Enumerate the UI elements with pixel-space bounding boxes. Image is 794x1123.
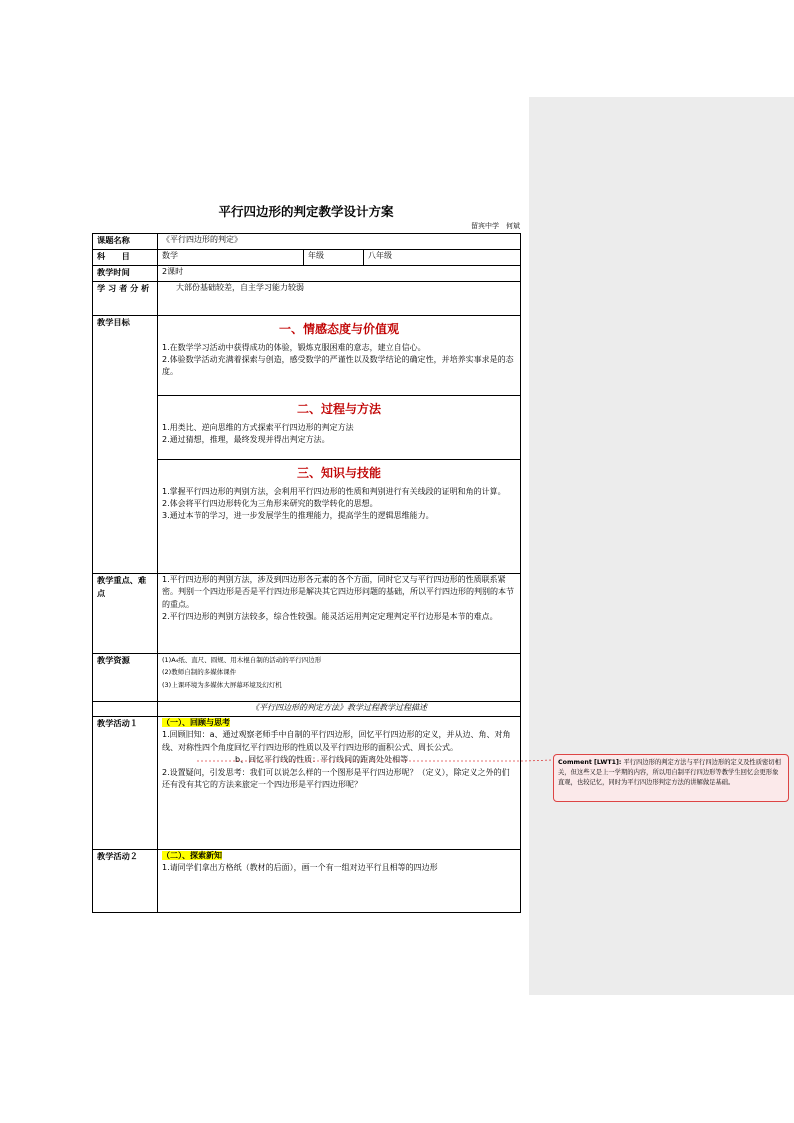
grade-label: 年级: [304, 250, 364, 266]
goals-line: 3.通过本节的学习，进一步发展学生的推理能力，提高学生的逻辑思维能力。: [162, 511, 434, 521]
table-row: [93, 234, 521, 250]
time-label: 教学时间: [93, 266, 158, 282]
goals-section-1: [158, 316, 521, 396]
analysis-value: 大部份基础较差，自主学习能力较弱: [158, 282, 521, 316]
goals-heading-2: 二、过程与方法: [296, 402, 381, 416]
topic-label: 课题名称: [93, 234, 158, 250]
resources-line: (1)A₄纸、直尺、圆规、用木棍自制的活动的平行四边形: [162, 656, 322, 664]
activity2-line: 1.请同学们拿出方格纸（教材的后面），画一个有一组对边平行且相等的四边形: [162, 863, 438, 873]
comment-text: 平行四边形的判定方法与平行四边形的定义及性质密切相关，但这些又是上一学期的内容，所以用自制平行四边形等教学生回忆会更形象直观，也较记忆，同时为平行四边形判定方法的讲解做足基础。: [558, 759, 781, 786]
goals-label: 教学目标: [93, 316, 158, 574]
table-row: [93, 266, 521, 282]
analysis-label: 学 习 者 分 析: [93, 282, 158, 316]
table-row: [93, 654, 521, 702]
goals-line: 2.体验数学活动充满着探索与创造，感受数学的严谨性以及数学结论的确定性，并培养实事求是的态度。: [162, 354, 514, 377]
activity2-content: [158, 850, 521, 913]
table-row: [93, 574, 521, 654]
resources-line: (3)上课环境为多媒体大屏幕环境及幻灯机: [162, 680, 282, 689]
keypoints-line: 2.平行四边形的判别方法较多，综合性较强。能灵活运用判定定理判定平行边形是本节的难点。: [162, 612, 498, 622]
grade-value: 八年级: [364, 250, 521, 266]
table-row: [93, 316, 521, 396]
activity1-heading: （一）、回顾与思考: [162, 718, 230, 727]
goals-line: 2.体会将平行四边形转化为三角形来研究的数学转化的思想。: [162, 498, 378, 508]
goals-line: 1.在数学学习活动中获得成功的体验，锻炼克服困难的意志，建立自信心。: [162, 342, 426, 352]
table-row: [93, 250, 521, 266]
document-title: 平行四边形的判定教学设计方案: [218, 204, 394, 219]
activity1-label: 教学活动１: [93, 717, 158, 850]
activity1-line: 2.设置疑问，引发思考：我们可以说怎么样的一个图形是平行四边形呢？（定义），除定义之外的们还有没有其它的方法来旅定一个四边形是平行四边形呢？: [162, 767, 510, 789]
goals-line: 1.用类比、逆向思维的方式探索平行四边形的判定方法: [162, 422, 354, 432]
resources-label: 教学资源: [93, 654, 158, 702]
keypoints-line: 1.平行四边形的判别方法，涉及到四边形各元素的各个方面，同时它又与平行四边形的性质联系紧密。判别一个四边形是否是平行四边形是解决其它四边形问题的基础，所以平行四边形的判别的本节的重点。: [162, 575, 514, 609]
activity2-label: 教学活动２: [93, 850, 158, 913]
comment-balloon[interactable]: [553, 754, 789, 802]
table-row: [93, 460, 521, 574]
goals-section-3: [158, 460, 521, 574]
process-banner: 《平行四边形的判定方法》教学过程教学过程描述: [158, 702, 521, 717]
subject-value: 数学: [158, 250, 304, 266]
table-row: [93, 282, 521, 316]
goals-heading-1: 一、情感态度与价值观: [278, 322, 399, 336]
activity2-heading: （二）、探索新知: [162, 851, 222, 860]
keypoints-label: 教学重点、难点: [93, 574, 158, 654]
goals-section-2: [158, 396, 521, 460]
table-row: [93, 717, 521, 850]
author-line: 留宾中学 何斌: [471, 222, 520, 230]
goals-heading-3: 三、知识与技能: [296, 466, 381, 480]
activity1-content: [158, 717, 521, 850]
activity1-line: b、回忆平行线的性质：平行线间的距离处处相等: [235, 755, 409, 765]
comment-label: Comment [LWT1]:: [558, 759, 622, 766]
goals-line: 1.掌握平行四边形的判别方法，会利用平行四边形的性质和判别进行有关线段的证明和角的计算。: [162, 486, 506, 496]
comment-margin-pane: [529, 97, 794, 995]
time-value: 2课时: [158, 266, 521, 282]
goals-line: 2.通过猜想，推理，最终发现并得出判定方法。: [162, 434, 330, 444]
resources-line: (2)教师自制的多媒体课件: [162, 668, 237, 677]
resources-content: [158, 654, 521, 702]
subject-label: 科 目: [93, 250, 158, 266]
table-row: [93, 396, 521, 460]
keypoints-content: [158, 574, 521, 654]
activity1-line: 1.回顾旧知：a、通过观察老师手中自制的平行四边形，回忆平行四边形的定义，并从边、角、对角线、对称性四个角度回忆平行四边形的性质以及平行四边形的面积公式、周长公式。: [162, 730, 511, 752]
topic-value: 《平行四边形的判定》: [158, 234, 521, 250]
table-row: [93, 850, 521, 913]
empty-cell: [93, 702, 158, 717]
lesson-plan-table: [92, 233, 521, 913]
table-row: [93, 702, 521, 717]
